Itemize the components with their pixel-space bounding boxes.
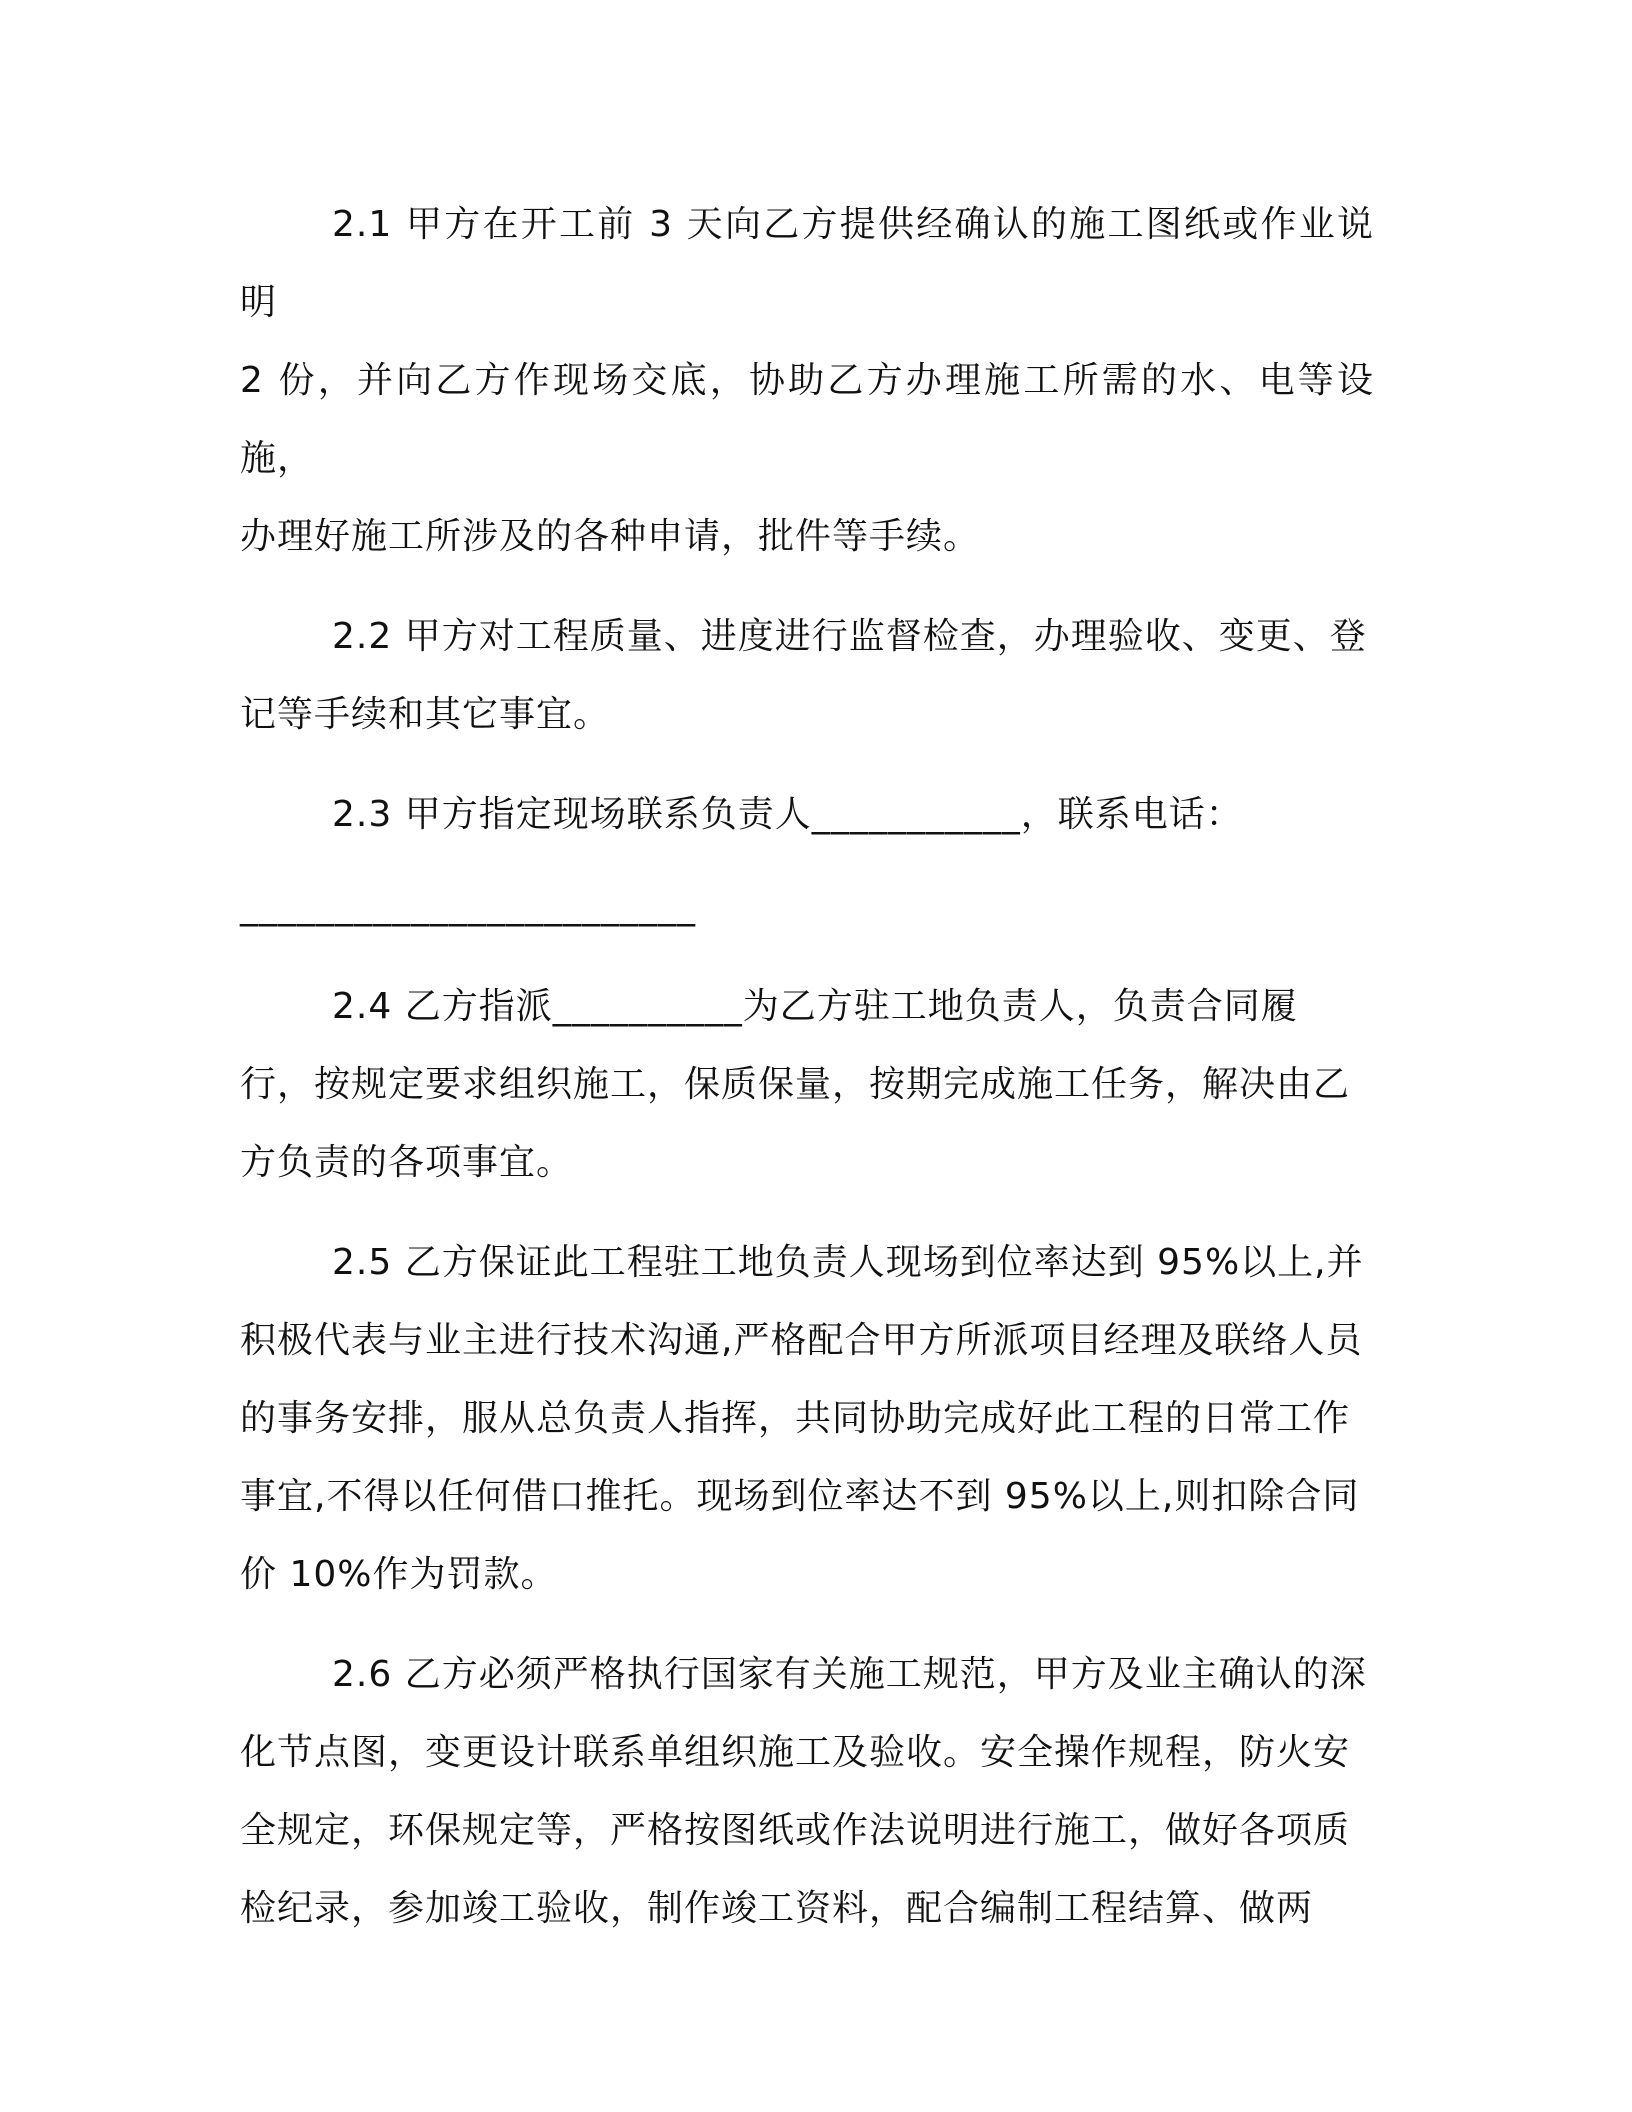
clause-2-4-line-3: 方负责的各项事宜。: [240, 1142, 574, 1183]
clause-2-3-phone-blank: [240, 868, 1374, 946]
clause-2-5: [240, 1224, 1374, 1614]
clause-2-3-line-2: ________________________: [240, 886, 696, 927]
clause-2-2-line-2: 记等手续和其它事宜。: [240, 694, 611, 735]
clause-2-6-line-3: 全规定，环保规定等，严格按图纸或作法说明进行施工，做好各项质: [240, 1810, 1351, 1851]
clause-2-1-line-3: 办理好施工所涉及的各种申请，批件等手续。: [240, 516, 981, 557]
clause-2-1: [240, 186, 1374, 576]
clause-2-3: [240, 776, 1374, 854]
clause-2-5-line-5: 价 10%作为罚款。: [240, 1554, 558, 1595]
clause-2-4: [240, 968, 1374, 1202]
clause-2-4-line-1: 2.4 乙方指派__________为乙方驻工地负责人，负责合同履: [332, 986, 1298, 1027]
clause-2-5-line-1: 2.5 乙方保证此工程驻工地负责人现场到位率达到 95%以上,并: [332, 1242, 1364, 1283]
clause-2-5-line-4: 事宜,不得以任何借口推托。现场到位率达不到 95%以上,则扣除合同: [240, 1476, 1360, 1517]
clause-2-4-line-2: 行，按规定要求组织施工，保质保量，按期完成施工任务，解决由乙: [240, 1064, 1351, 1105]
clause-2-2-line-1: 2.2 甲方对工程质量、进度进行监督检查，办理验收、变更、登: [332, 616, 1367, 657]
clause-2-3-line-1: 2.3 甲方指定现场联系负责人___________，联系电话：: [332, 794, 1243, 835]
clause-2-5-line-3: 的事务安排，服从总负责人指挥，共同协助完成好此工程的日常工作: [240, 1398, 1351, 1439]
clause-2-5-line-2: 积极代表与业主进行技术沟通,严格配合甲方所派项目经理及联络人员: [240, 1320, 1363, 1361]
clause-2-1-line-1: 2.1 甲方在开工前 3 天向乙方提供经确认的施工图纸或作业说明: [240, 204, 1374, 323]
clause-2-6-line-2: 化节点图，变更设计联系单组织施工及验收。安全操作规程，防火安: [240, 1732, 1351, 1773]
clause-2-1-line-2: 2 份，并向乙方作现场交底，协助乙方办理施工所需的水、电等设施，: [240, 360, 1374, 479]
clause-2-6-line-4: 检纪录，参加竣工验收，制作竣工资料，配合编制工程结算、做两: [240, 1888, 1314, 1929]
clause-2-2: [240, 598, 1374, 754]
clause-2-6: [240, 1636, 1374, 1948]
clause-2-6-line-1: 2.6 乙方必须严格执行国家有关施工规范，甲方及业主确认的深: [332, 1654, 1367, 1695]
document-body: [240, 186, 1374, 1970]
